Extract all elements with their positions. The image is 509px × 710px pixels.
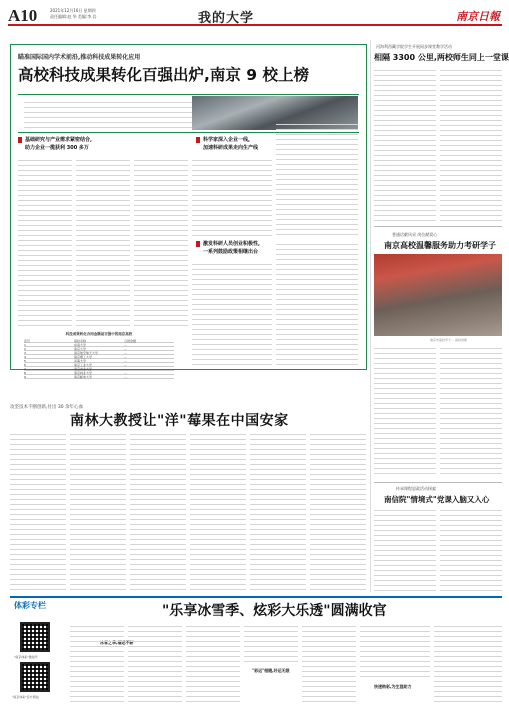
page-header — [8, 4, 502, 26]
table-cell: 1 — [24, 343, 26, 347]
table-cell: … — [124, 367, 127, 371]
side-3-headline: 南信院"情境式"党课入脑又入心 — [384, 495, 490, 504]
ski-mini-head-1: 冰雪之季,福运不断 — [100, 640, 134, 645]
lead-subhead-2: 科学家深入企业一线, 加速科研成果走向生产线 — [196, 136, 258, 152]
qr-code-wechat[interactable] — [20, 622, 50, 652]
table-cell: … — [124, 371, 127, 375]
page-number: A10 — [8, 6, 38, 25]
berry-headline: 南林大教授让"洋"莓果在中国安家 — [70, 413, 289, 429]
berry-col-2 — [70, 430, 126, 592]
side-2-photo-volunteers — [374, 254, 502, 336]
table-cell: 合同金额 — [124, 339, 137, 343]
qr-code-website[interactable] — [20, 662, 50, 692]
ski-col-1 — [70, 622, 124, 706]
intro-rule-top — [18, 94, 359, 95]
lead-col-4 — [192, 156, 272, 236]
berry-col-6 — [310, 430, 366, 592]
table-cell: 河海大学 — [74, 359, 87, 363]
table-cell: … — [124, 343, 127, 347]
table-cell: 7 — [24, 367, 26, 371]
side-divider-2 — [374, 482, 502, 483]
date-line: 2021年12月16日 星期四 责任编辑:赵 华 美编:李 岩 — [50, 8, 97, 19]
table-rows — [24, 339, 174, 379]
side-2-col-2 — [440, 344, 502, 478]
table-cell: 东南大学 — [74, 343, 87, 347]
side-2-col-1 — [374, 344, 436, 478]
table-cell: 南京大学 — [74, 347, 87, 351]
section-title: 我的大学 — [198, 11, 255, 26]
lead-col-1 — [18, 156, 72, 330]
table-cell: 8 — [24, 371, 26, 375]
side-1-col-1 — [374, 66, 436, 222]
table-cell: … — [124, 359, 127, 363]
lead-headline: 高校科技成果转化百强出炉,南京 9 校上榜 — [18, 66, 309, 84]
column-divider — [370, 40, 371, 592]
side-divider-1 — [374, 226, 502, 227]
berry-col-3 — [130, 430, 186, 592]
table-cell: 6 — [24, 363, 26, 367]
table-cell: 9 — [24, 375, 26, 379]
side-2-headline: 南京高校温馨服务助力考研学子 — [384, 241, 496, 250]
table-cell: 高校名称 — [74, 339, 87, 343]
ski-col-2 — [128, 622, 182, 706]
table-cell: 2 — [24, 347, 26, 351]
lead-col-3 — [134, 156, 188, 330]
lead-subhead-1: 基础研究与产业需求紧密结合, 助力企业一揽获利 300 多万 — [18, 136, 92, 152]
ski-col-3 — [186, 622, 240, 706]
table-cell: 3 — [24, 351, 26, 355]
ski-mini-head-2: "彩运"相随,好运无限 — [252, 668, 290, 673]
ski-col-7 — [434, 622, 502, 706]
lead-table — [24, 332, 174, 379]
side-3-col-1 — [374, 506, 436, 592]
ski-headline: "乐享冰雪季、炫彩大乐透"圆满收官 — [162, 603, 387, 619]
lead-subhead-3: 激发科研人员创业积极性, 一系列鼓励政策相继出台 — [196, 240, 260, 256]
table-cell: 序号 — [24, 339, 31, 343]
table-cell: 南京理工大学 — [74, 355, 93, 359]
table-cell: 南京邮电大学 — [74, 375, 93, 379]
table-cell: … — [124, 355, 127, 359]
side-1-col-2 — [440, 66, 502, 222]
side-1-headline: 相隔 3300 公里,两校师生同上一堂课 — [374, 53, 509, 62]
ski-col-5 — [302, 622, 356, 706]
table-cell: 南京航空航天大学 — [74, 351, 99, 355]
lead-col-7 — [276, 240, 358, 366]
ski-col-6 — [360, 622, 430, 682]
table-cell: 南京农业大学 — [74, 367, 93, 371]
ski-mini-head-3: 快速购彩,为生涯助力 — [374, 684, 412, 689]
side-1-kicker: 河海利西藏学院学生开展同步课堂教学活动 — [376, 44, 452, 49]
lead-col-2 — [76, 156, 130, 330]
side-3-kicker: 传承课程思政活动探索 — [396, 486, 436, 491]
lead-col-5 — [276, 120, 358, 236]
table-cell: 南京林业大学 — [74, 371, 93, 375]
table-cell: … — [124, 347, 127, 351]
side-3-col-2 — [440, 506, 502, 592]
table-title: 科技成果转化合同金额前百强中的南京高校 — [65, 332, 133, 336]
berry-col-5 — [250, 430, 306, 592]
qr-wechat-label: "南京体彩"微信号 — [14, 655, 38, 659]
table-cell: … — [124, 363, 127, 367]
side-2-photo-caption: 南京市高校学子… 高校供图 — [430, 338, 467, 342]
lead-subtitle: 瞄准国际国内学术前沿,推动科技成果转化应用 — [18, 54, 141, 61]
table-cell: … — [124, 351, 127, 355]
table-cell: … — [124, 375, 127, 379]
berry-col-1 — [10, 430, 66, 592]
ski-column-tag: 体彩专栏 — [14, 601, 46, 610]
ski-col-4 — [244, 622, 298, 706]
berry-subtitle: 攻坚技术不断创新,付出 30 余年心血 — [10, 405, 84, 410]
newspaper-logo: 南京日報 — [456, 10, 500, 23]
side-2-kicker: 普通话献风采 岗位献爱心 — [392, 232, 438, 237]
table-cell: 5 — [24, 359, 26, 363]
table-row — [24, 375, 174, 379]
berry-col-4 — [190, 430, 246, 592]
lead-col-6 — [192, 260, 272, 366]
table-cell: 4 — [24, 355, 26, 359]
table-cell: 南京工业大学 — [74, 363, 93, 367]
qr-website-label: "南京体彩"官方网站 — [12, 695, 39, 699]
